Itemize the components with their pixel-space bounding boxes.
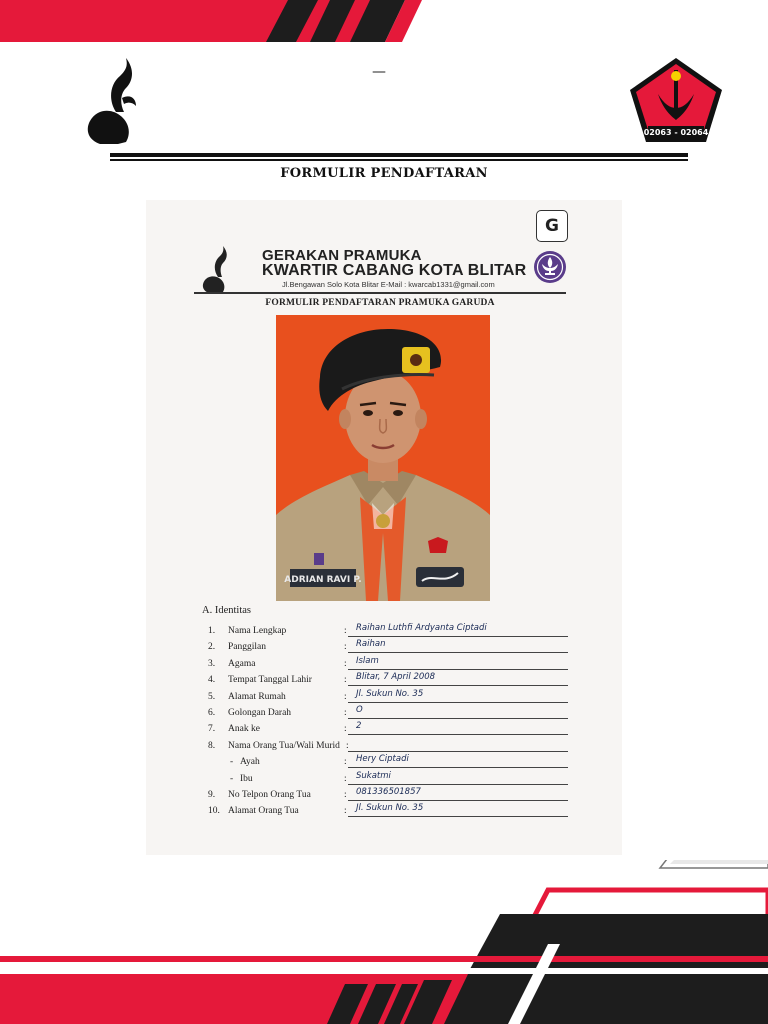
identity-row-colon: : <box>344 806 347 817</box>
identity-row-underline <box>348 751 568 752</box>
identity-row-underline <box>348 652 568 653</box>
identity-row-colon: : <box>344 658 347 669</box>
footer-decoration <box>0 860 768 1024</box>
identity-row-value: Jl. Sukun No. 35 <box>356 803 424 814</box>
identity-row-value: Islam <box>356 655 379 666</box>
identity-row-label: Golongan Darah <box>228 708 292 718</box>
identity-row-number: 7. <box>208 724 216 735</box>
identity-row-number: - <box>230 757 234 768</box>
wosm-logo <box>533 250 567 284</box>
identity-row-label: Alamat Rumah <box>228 691 286 702</box>
identity-row-label: Agama <box>228 658 256 669</box>
identity-row-label: Panggilan <box>228 642 266 653</box>
identity-row-value: Sukatmi <box>356 770 391 781</box>
identity-row-colon: : <box>344 790 347 800</box>
identity-row-underline <box>348 702 568 703</box>
identity-row-number: 6. <box>208 708 216 718</box>
org-address: Jl.Bengawan Solo Kota Blitar E-Mail : kwarcab1331@gmail.com <box>282 280 495 289</box>
header-rule-thick <box>110 153 688 157</box>
identity-row-underline <box>348 685 568 686</box>
identity-row-label: Anak ke <box>228 724 260 735</box>
identity-row-number: 2. <box>208 642 216 653</box>
category-badge: G <box>536 210 568 242</box>
org-name-line2: KWARTIR CABANG KOTA BLITAR <box>262 262 527 279</box>
identity-row-colon: : <box>344 757 347 768</box>
identity-row-label: Nama Lengkap <box>228 626 287 636</box>
identity-row-number: 4. <box>208 675 216 686</box>
identity-row-colon: : <box>344 708 347 718</box>
header-decoration <box>0 0 768 42</box>
applicant-photo <box>276 315 490 601</box>
identity-row-colon: : <box>346 740 349 751</box>
identity-row-label: Ibu <box>240 773 253 784</box>
identity-row-value: Hery Ciptadi <box>356 754 409 765</box>
form-rule <box>194 292 566 294</box>
identity-row-colon: : <box>344 675 347 686</box>
identity-row-value: Jl. Sukun No. 35 <box>356 688 424 699</box>
name-tag: ADRIAN RAVI P. <box>284 575 362 585</box>
identity-row-number: - <box>230 773 234 784</box>
identity-row-number: 3. <box>208 658 216 669</box>
identity-row-underline <box>348 800 568 801</box>
form-title: FORMULIR PENDAFTARAN PRAMUKA GARUDA <box>265 298 495 308</box>
identity-row-underline <box>348 669 568 670</box>
identity-row-colon: : <box>344 691 347 702</box>
identity-row-colon: : <box>344 773 347 784</box>
identity-row-underline <box>348 816 568 817</box>
kwarcab-emblem-logo <box>628 56 724 144</box>
identity-row-colon: : <box>344 724 347 735</box>
identity-row-number: 5. <box>208 691 216 702</box>
identity-row-value: 081336501857 <box>356 787 421 797</box>
identity-row-value: 2 <box>356 721 362 732</box>
identity-row-value: Raihan <box>356 639 386 650</box>
identity-row-label: Tempat Tanggal Lahir <box>228 675 312 686</box>
section-a-heading: A. Identitas <box>202 605 251 616</box>
identity-row-label: Ayah <box>240 757 260 768</box>
header-dash: — <box>372 64 386 80</box>
identity-row-number: 9. <box>208 790 216 800</box>
identity-row-underline <box>348 784 568 785</box>
identity-row-value: O <box>356 705 363 715</box>
tunas-kelapa-logo <box>82 58 138 144</box>
identity-row-underline <box>348 767 568 768</box>
identity-row-label: Alamat Orang Tua <box>228 806 299 817</box>
identity-row-number: 1. <box>208 626 216 636</box>
identity-row-label: Nama Orang Tua/Wali Murid <box>228 740 340 751</box>
identity-row-label: No Telpon Orang Tua <box>228 790 311 800</box>
org-name-line1: GERAKAN PRAMUKA <box>262 247 422 264</box>
identity-row-underline <box>348 636 568 637</box>
identity-row-underline <box>348 734 568 735</box>
identity-row-colon: : <box>344 642 347 653</box>
org-tunas-logo <box>200 246 230 294</box>
page-title: FORMULIR PENDAFTARAN <box>280 166 488 181</box>
identity-row-value: Raihan Luthfi Ardyanta Ciptadi <box>356 623 487 633</box>
identity-row-number: 10. <box>208 806 220 817</box>
identity-row-underline <box>348 718 568 719</box>
identity-row-colon: : <box>344 626 347 636</box>
emblem-text: 02063 - 02064 <box>643 128 709 137</box>
identity-row-value: Blitar, 7 April 2008 <box>356 672 436 683</box>
identity-row-number: 8. <box>208 740 216 751</box>
header-rule-thin <box>110 159 688 161</box>
